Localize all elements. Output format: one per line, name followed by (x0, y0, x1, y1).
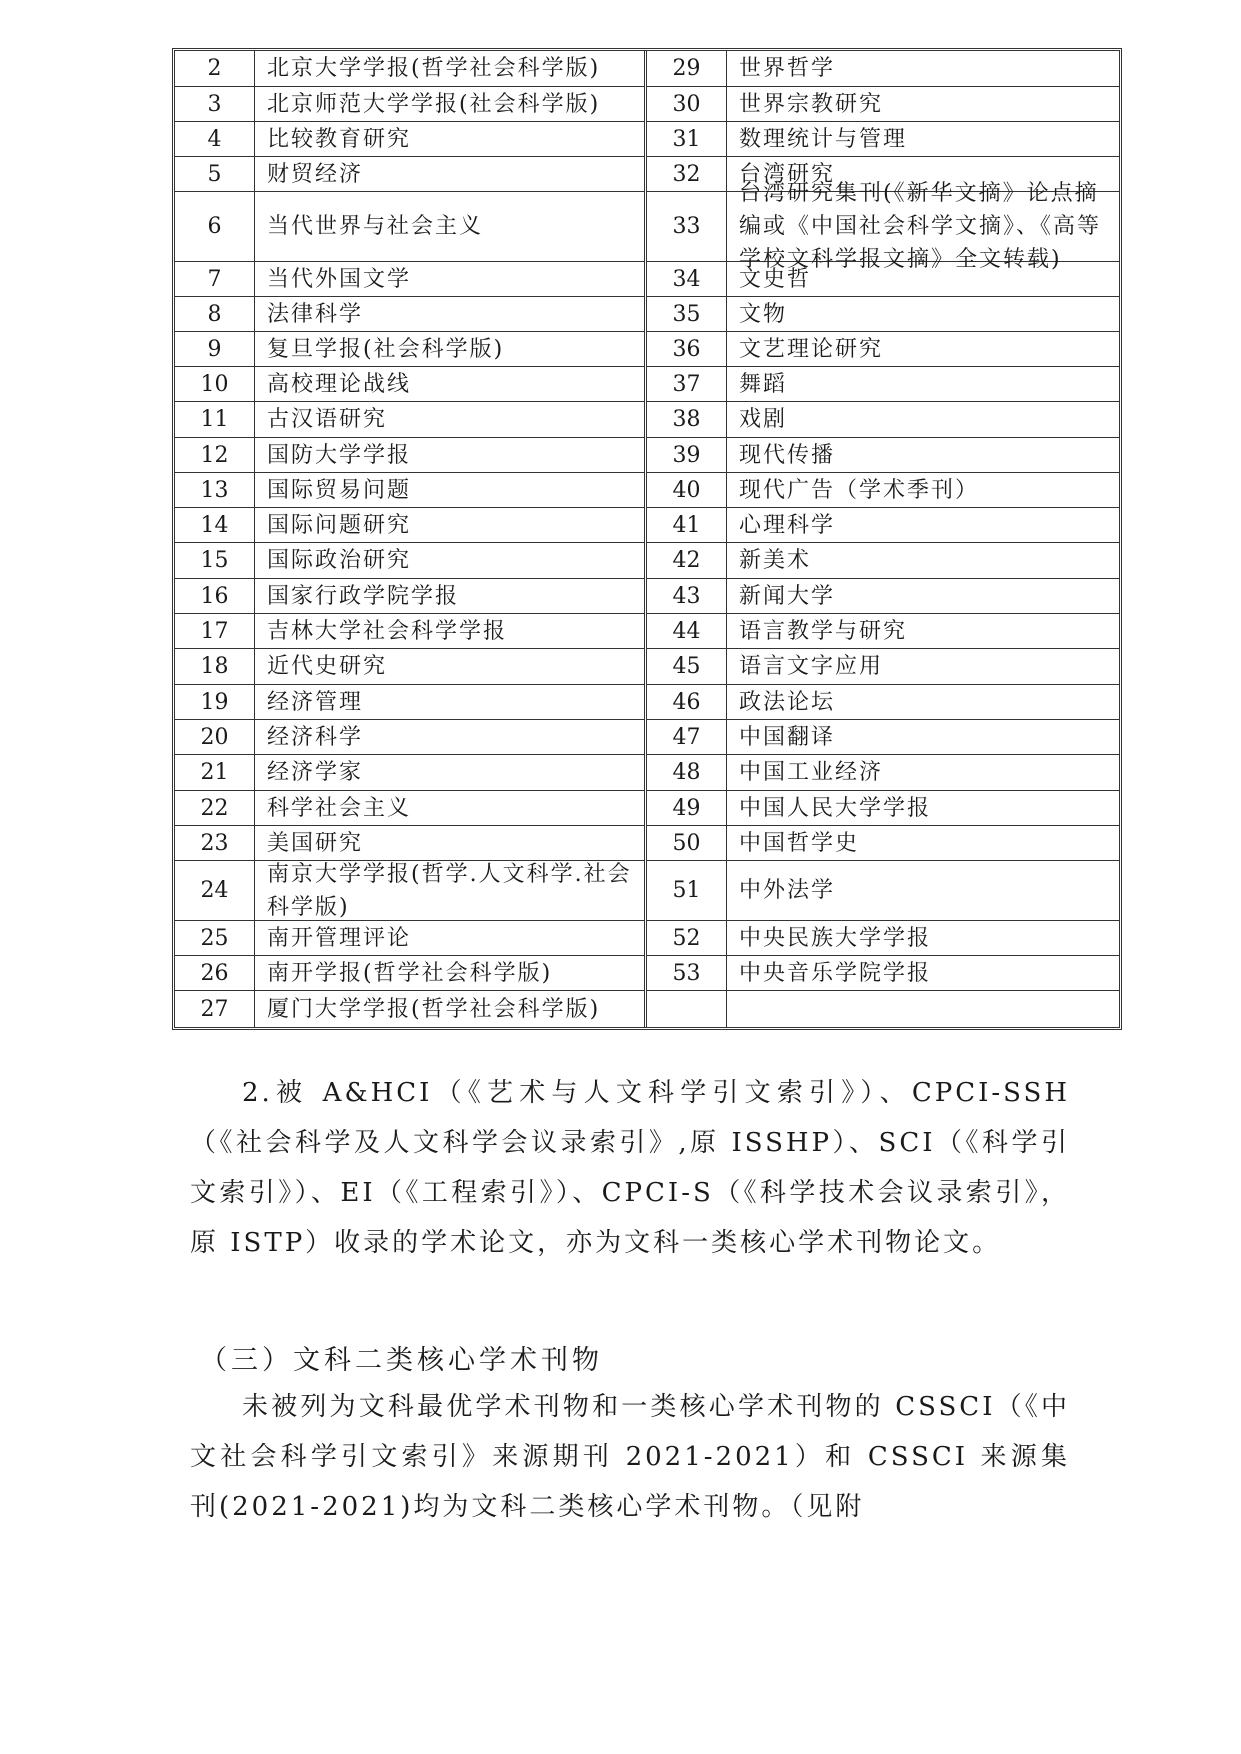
journal-name: 南开学报(哲学社会科学版) (267, 960, 553, 986)
row-number: 4 (175, 122, 255, 156)
journal-name: 南开管理评论 (267, 925, 412, 951)
row-number: 10 (175, 367, 255, 401)
table-row (647, 508, 1119, 543)
journal-name: 经济学家 (267, 760, 364, 785)
row-number: 5 (175, 157, 255, 191)
row-number: 33 (647, 192, 727, 261)
table-row (175, 685, 644, 720)
journal-name: 语言教学与研究 (739, 618, 908, 644)
table-row (647, 438, 1119, 473)
journal-name: 戏剧 (739, 407, 788, 432)
table-row (647, 791, 1119, 826)
journal-name: 北京大学学报(哲学社会科学版) (267, 56, 601, 81)
table-row (647, 956, 1119, 991)
journal-name: 中外法学 (739, 878, 836, 903)
journal-name: 当代世界与社会主义 (267, 214, 484, 239)
table-row (175, 367, 644, 402)
row-number: 41 (647, 508, 727, 542)
row-number: 7 (175, 262, 255, 296)
row-number: 36 (647, 332, 727, 366)
table-row (647, 861, 1119, 921)
row-number: 37 (647, 367, 727, 401)
row-number: 53 (647, 956, 727, 990)
row-number: 17 (175, 614, 255, 648)
journal-name: 政法论坛 (739, 689, 836, 715)
journal-name: 科学社会主义 (267, 795, 412, 821)
journal-name: 世界哲学 (739, 56, 836, 81)
journal-name: 新美术 (739, 548, 812, 573)
row-number: 9 (175, 332, 255, 366)
row-number: 24 (175, 861, 255, 920)
table-row (175, 297, 644, 332)
row-number: 11 (175, 402, 255, 437)
table-row (175, 921, 644, 956)
row-number: 31 (647, 122, 727, 156)
journal-name: 中央民族大学学报 (739, 925, 932, 951)
row-number: 3 (175, 87, 255, 121)
row-number: 38 (647, 402, 727, 437)
journal-name: 中国人民大学学报 (739, 795, 932, 821)
journal-name: 北京师范大学学报(社会科学版) (267, 91, 601, 117)
table-row (647, 297, 1119, 332)
table-row (647, 262, 1119, 297)
journal-name: 美国研究 (267, 830, 364, 856)
table-row (175, 649, 644, 685)
table-row (647, 649, 1119, 685)
table-right-column (647, 51, 1119, 1027)
table-row (175, 755, 644, 791)
journal-name: 新闻大学 (739, 583, 836, 609)
table-row (647, 473, 1119, 508)
row-number: 15 (175, 543, 255, 578)
journal-name: 财贸经济 (267, 161, 364, 187)
table-row (175, 614, 644, 649)
journal-name: 舞蹈 (739, 371, 788, 397)
row-number: 19 (175, 685, 255, 719)
journal-name: 比较教育研究 (267, 126, 412, 152)
row-number: 2 (175, 51, 255, 86)
table-left-column (175, 51, 647, 1027)
table-row (175, 720, 644, 755)
table-row (647, 402, 1119, 438)
table-row (647, 755, 1119, 791)
row-number: 8 (175, 297, 255, 331)
table-row (175, 438, 644, 473)
paragraph-indexes: 2.被 A&HCI（《艺术与人文科学引文索引》）、CPCI-SSH（《社会科学及人文科学会议录索引》,原 ISSHP）、SCI（《科学引文索引》）、EI（《工程索引》）、CPCI-S（《科学技术会议录索引》，原 ISTP）收录的学术论文，亦为文科一类核心学术刊物论文。 (190, 1078, 1070, 1258)
row-number: 46 (647, 685, 727, 719)
table-row (647, 991, 1119, 1027)
journal-name: 台湾研究集刊(《新华文摘》论点摘编或《中国社会科学文摘》、《高等学校文科学报文摘》全文转载) (739, 181, 1102, 272)
journal-name (727, 991, 1119, 1027)
row-number: 52 (647, 921, 727, 955)
journal-name: 文史哲 (739, 266, 812, 292)
row-number: 14 (175, 508, 255, 542)
row-number: 25 (175, 921, 255, 955)
journal-name: 古汉语研究 (267, 407, 388, 432)
row-number: 21 (175, 755, 255, 790)
row-number: 26 (175, 956, 255, 990)
row-number: 39 (647, 438, 727, 472)
row-number: 49 (647, 791, 727, 825)
journal-name: 现代传播 (739, 442, 836, 468)
row-number: 20 (175, 720, 255, 754)
journal-name: 国际贸易问题 (267, 477, 412, 503)
row-number: 22 (175, 791, 255, 825)
journal-name: 经济管理 (267, 689, 364, 715)
table-row (647, 921, 1119, 956)
row-number: 47 (647, 720, 727, 754)
journal-name: 中央音乐学院学报 (739, 960, 932, 986)
table-row (175, 122, 644, 157)
row-number: 44 (647, 614, 727, 648)
journal-name: 国际政治研究 (267, 548, 412, 573)
journal-name: 南京大学学报(哲学.人文科学.社会科学版) (267, 861, 632, 920)
table-row (647, 826, 1119, 861)
table-row (175, 192, 644, 262)
row-number: 35 (647, 297, 727, 331)
journal-name: 当代外国文学 (267, 266, 412, 292)
journal-name: 文艺理论研究 (739, 336, 884, 362)
journal-name: 数理统计与管理 (739, 126, 908, 152)
journal-name: 经济科学 (267, 724, 364, 750)
table-row (175, 157, 644, 192)
journal-table (172, 48, 1122, 1030)
table-row (175, 262, 644, 297)
table-row (647, 332, 1119, 367)
journal-name: 中国工业经济 (739, 760, 884, 785)
journal-name: 吉林大学社会科学学报 (267, 618, 508, 644)
table-row (647, 543, 1119, 579)
table-row (175, 861, 644, 921)
journal-name: 中国翻译 (739, 724, 836, 750)
table-row (175, 991, 644, 1027)
row-number: 16 (175, 579, 255, 613)
row-number: 43 (647, 579, 727, 613)
table-row (175, 543, 644, 579)
table-row (647, 87, 1119, 122)
journal-name: 厦门大学学报(哲学社会科学版) (267, 996, 601, 1022)
table-row (647, 122, 1119, 157)
paragraph-category-two: 未被列为文科最优学术刊物和一类核心学术刊物的 CSSCI（《中文社会科学引文索引》来源期刊 2021-2021）和 CSSCI 来源集刊(2021-2021)均为文科二类核心学术刊物。（见附 (190, 1392, 1070, 1522)
table-row (175, 508, 644, 543)
journal-name: 世界宗教研究 (739, 91, 884, 117)
row-number: 48 (647, 755, 727, 790)
table-row (175, 402, 644, 438)
table-row (175, 579, 644, 614)
section-heading: （三）文科二类核心学术刊物 (200, 1345, 603, 1376)
row-number: 30 (647, 87, 727, 121)
table-row (647, 685, 1119, 720)
row-number: 40 (647, 473, 727, 507)
table-row (175, 826, 644, 861)
table-row (647, 51, 1119, 87)
row-number: 6 (175, 192, 255, 261)
table-row (647, 579, 1119, 614)
journal-name: 文物 (739, 301, 788, 327)
row-number: 32 (647, 157, 727, 191)
journal-name: 台湾研究 (739, 161, 836, 187)
row-number: 13 (175, 473, 255, 507)
row-number: 34 (647, 262, 727, 296)
journal-name: 国际问题研究 (267, 512, 412, 538)
journal-name: 中国哲学史 (739, 830, 860, 856)
table-row (647, 720, 1119, 755)
row-number: 27 (175, 991, 255, 1027)
row-number: 29 (647, 51, 727, 86)
table-row (175, 332, 644, 367)
journal-name: 高校理论战线 (267, 371, 412, 397)
table-row (647, 614, 1119, 649)
table-row (175, 87, 644, 122)
row-number (647, 991, 727, 1027)
table-row (175, 473, 644, 508)
journal-name: 国家行政学院学报 (267, 583, 460, 609)
row-number: 50 (647, 826, 727, 860)
row-number: 12 (175, 438, 255, 472)
table-row (175, 791, 644, 826)
journal-name: 复旦学报(社会科学版) (267, 336, 505, 362)
row-number: 23 (175, 826, 255, 860)
journal-name: 国防大学学报 (267, 442, 412, 468)
journal-name: 现代广告（学术季刊） (739, 477, 980, 503)
journal-name: 语言文字应用 (739, 654, 884, 679)
row-number: 45 (647, 649, 727, 684)
journal-name: 近代史研究 (267, 654, 388, 679)
row-number: 42 (647, 543, 727, 578)
journal-name: 心理科学 (739, 512, 836, 538)
table-row (647, 367, 1119, 402)
row-number: 51 (647, 861, 727, 920)
journal-name: 法律科学 (267, 301, 364, 327)
row-number: 18 (175, 649, 255, 684)
table-row (175, 956, 644, 991)
table-row (175, 51, 644, 87)
table-row (647, 181, 1119, 272)
